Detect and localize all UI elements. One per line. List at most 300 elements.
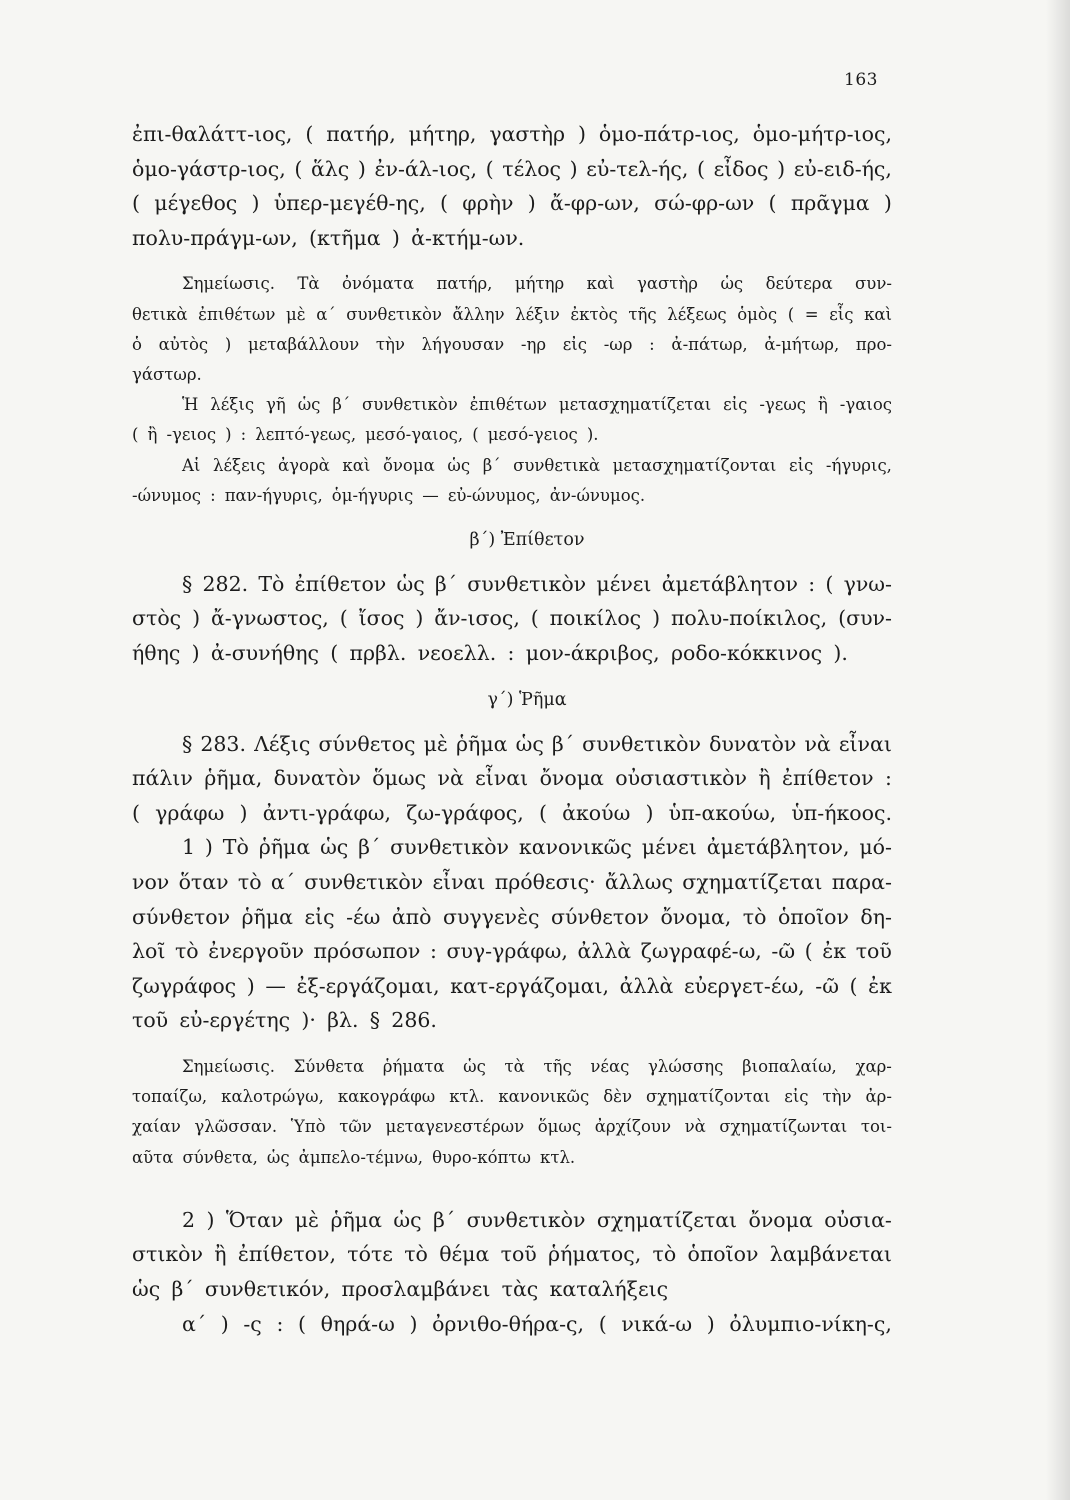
word: σύνθετον	[550, 904, 649, 929]
word: λήγουσαν	[421, 334, 505, 354]
word: τῆς	[543, 1057, 572, 1076]
word: )	[577, 122, 586, 146]
word: )	[652, 606, 661, 631]
word: ὅταν	[178, 870, 229, 895]
word: γνω-	[843, 571, 892, 596]
word: τῶν	[339, 1117, 372, 1137]
word: ἀγορὰ	[278, 455, 330, 475]
word: τοῦ	[855, 939, 892, 964]
word: εἰς	[789, 455, 814, 475]
word: (	[294, 156, 303, 181]
word: ἢ	[758, 766, 771, 791]
word: Λέξις	[254, 731, 311, 756]
word: μένει	[596, 571, 652, 596]
word: ἀλλὰ	[619, 973, 674, 998]
text-line	[132, 905, 892, 940]
text-line	[132, 335, 892, 365]
word: (	[330, 641, 339, 666]
word: 2	[182, 1207, 196, 1232]
word: ).	[586, 425, 599, 445]
word: Τὸ	[258, 571, 285, 596]
word: Σημείωσις.	[182, 1057, 275, 1076]
word: ἀλλὰ	[577, 939, 632, 964]
word: (	[849, 973, 858, 998]
word: γλῶσσαν.	[194, 1117, 278, 1137]
word: τὰς	[501, 1276, 539, 1301]
word: φρὴν	[462, 191, 514, 216]
word: εὐ-εργέτης	[179, 1008, 291, 1033]
word: 283.	[200, 731, 246, 756]
text-line	[132, 1312, 892, 1347]
word: -γεως	[759, 395, 807, 415]
word: ὁμο-μήτρ-ιος,	[752, 122, 892, 146]
text-line	[132, 974, 892, 1009]
word: α΄	[316, 304, 336, 324]
word: εἰς	[562, 334, 588, 354]
word: )·	[301, 1008, 316, 1033]
word: τοῦ	[500, 1242, 537, 1267]
word: σχηματίζεται	[682, 870, 823, 895]
word: συνθετικὸν	[582, 731, 701, 756]
word: κανονικῶς	[498, 1087, 590, 1107]
word: -ωρ	[603, 334, 633, 354]
word: -γειος	[166, 425, 217, 445]
word: δὲν	[603, 1087, 633, 1107]
word: εὐ-ειδ-ής,	[793, 156, 892, 181]
word: μὲ	[294, 1207, 320, 1232]
word: τότε	[347, 1242, 393, 1267]
word: ἀν-ώνυμος.	[549, 485, 646, 505]
word: ἄλλως	[604, 870, 673, 895]
word: Ὑπὸ	[290, 1117, 326, 1137]
word: ὑπ-ήκοος.	[791, 800, 892, 825]
word: κτλ.	[449, 1087, 485, 1107]
word: καὶ	[586, 274, 615, 294]
word: εἶδος	[713, 156, 769, 181]
word: μὲ	[286, 304, 306, 324]
word: χαρ-	[855, 1057, 892, 1076]
word: (	[598, 1311, 607, 1336]
section-heading: γ΄) Ῥῆμα	[487, 689, 567, 710]
word: (	[538, 800, 547, 825]
word: ὀλυμπιο-νίκη-ς,	[729, 1311, 892, 1336]
text-line	[132, 1208, 892, 1243]
word: τέλος	[502, 156, 562, 181]
text-line	[132, 939, 892, 974]
word: -γαιος	[839, 395, 892, 415]
word: ῥήματα	[382, 1057, 445, 1076]
word: ὀνόματα	[342, 274, 415, 294]
word: πατήρ,	[436, 274, 493, 294]
word: εἰς	[784, 1087, 809, 1107]
word: τὸ	[652, 1242, 677, 1267]
word: θετικὰ	[132, 304, 188, 324]
word: κανονικῶς	[518, 835, 632, 860]
text-line	[132, 226, 892, 261]
word: ἀμετάβλητον,	[706, 835, 850, 860]
word: ἄν-ισος,	[434, 606, 520, 631]
word: (κτῆμα	[309, 225, 381, 250]
word: κτλ.	[540, 1147, 576, 1167]
word: (	[440, 191, 449, 216]
word: 1	[182, 835, 196, 860]
word: ἀ-κτήμ-ων.	[411, 225, 525, 250]
text-line	[132, 572, 892, 607]
word: πρόσωπον	[313, 939, 421, 964]
word: δυνατὸν	[273, 766, 361, 791]
text-line	[132, 305, 892, 335]
word: μετασχηματίζονται	[612, 455, 777, 475]
word: καλοτρώγω,	[221, 1087, 324, 1107]
word: :	[276, 1311, 284, 1336]
word: ἐνεργοῦν	[208, 939, 304, 964]
word: 282.	[202, 571, 249, 596]
word: εὐεργετ-έω,	[683, 973, 805, 998]
word: ὁποῖον	[687, 1242, 759, 1267]
word: μέγεθος	[154, 191, 238, 216]
word: λαμβάνεται	[769, 1242, 892, 1267]
text-line	[132, 425, 892, 455]
word: συνθετικὸν	[304, 870, 424, 895]
text-line	[132, 1057, 892, 1087]
word: σχηματίζονται	[646, 1087, 771, 1107]
word: -ηρ	[520, 334, 547, 354]
word: )	[569, 156, 578, 181]
word: ῥῆμα,	[204, 766, 263, 791]
word: οὐσια-	[824, 1207, 892, 1232]
text-line	[132, 766, 892, 801]
word: —	[265, 973, 286, 998]
word: ὅμως	[372, 766, 427, 791]
word: ).	[833, 641, 848, 666]
word: μήτηρ,	[408, 122, 477, 146]
word: Αἱ	[182, 455, 201, 475]
word: )	[409, 1311, 418, 1336]
word: :	[649, 334, 655, 354]
word: ἀ-πάτωρ,	[671, 334, 748, 354]
word: )	[206, 1207, 215, 1232]
text-line	[132, 274, 892, 304]
word: ἐπιθέτων	[469, 395, 547, 415]
text-line	[132, 1242, 892, 1277]
section-heading: β΄) Ἐπίθετον	[469, 529, 585, 550]
word: ἀκούω	[562, 800, 631, 825]
word: ἢ	[147, 425, 158, 445]
word: συνθετικὸν	[346, 304, 442, 324]
spacer	[132, 260, 892, 274]
word: )	[883, 191, 892, 216]
word: ὡς	[720, 274, 744, 294]
word: πρᾶγμα	[790, 191, 870, 216]
word: σύνθετος	[318, 731, 416, 756]
word: αῦτα	[132, 1147, 174, 1167]
word: -ήγυρις,	[825, 455, 892, 475]
word: εὐ-ώνυμος,	[447, 485, 541, 505]
word: τὸ	[742, 904, 767, 929]
text-line	[132, 1008, 892, 1043]
word: λέξεις	[213, 455, 266, 475]
word: ὡς	[515, 731, 544, 756]
word: ροδο-κόκκινος	[670, 641, 823, 666]
word: ἐξ-εργάζομαι,	[296, 973, 440, 998]
word: ὁμο-γάστρ-ιος,	[132, 156, 286, 181]
word: νὰ	[804, 731, 831, 756]
word: )	[224, 334, 232, 354]
word: ὁποῖον	[777, 904, 849, 929]
word: ὄνομα	[382, 455, 435, 475]
word: γαστὴρ	[637, 274, 698, 294]
text-line	[132, 732, 892, 767]
word: ὡς	[447, 455, 471, 475]
word: )	[357, 156, 366, 181]
word: ἢ	[817, 395, 828, 415]
word: τῆς	[628, 304, 657, 324]
word: Ὅταν	[225, 1207, 284, 1232]
word: παρα-	[831, 870, 892, 895]
word: λέξιν	[515, 304, 560, 324]
word: Σημείωσις.	[182, 274, 275, 294]
word: )	[239, 800, 248, 825]
word: α΄	[270, 870, 295, 895]
word: θέμα	[439, 1242, 490, 1267]
word: )	[251, 191, 260, 216]
word: λέξεως	[667, 304, 727, 324]
word: Τὰ	[297, 274, 320, 294]
word: ἀμπελο-τέμνω,	[298, 1147, 424, 1167]
word: ἄ-γνωστος,	[210, 606, 329, 631]
page-body	[132, 122, 892, 1346]
word: προσλαμβάνει	[341, 1276, 491, 1301]
word: ἢ	[214, 1242, 227, 1267]
word: ἐπίθετον	[781, 766, 874, 791]
word: εἶναι	[475, 766, 529, 791]
word: τὸ	[404, 1242, 428, 1267]
word: α΄	[182, 1311, 207, 1336]
word: ποικίλος	[549, 606, 642, 631]
word: )	[527, 191, 536, 216]
word: σύνθετα,	[182, 1147, 258, 1167]
text-line	[132, 456, 892, 486]
word: :	[808, 571, 816, 596]
word: εἶναι	[838, 731, 892, 756]
word: θηρά-ω	[320, 1311, 395, 1336]
word: ὅμως	[537, 1117, 582, 1137]
word: ἀ-μήτωρ,	[764, 334, 840, 354]
word: ῥῆμα	[258, 835, 311, 860]
word: ἀμετάβλητον	[661, 571, 798, 596]
word: τὰ	[504, 1057, 525, 1076]
word: ὡς	[132, 1276, 161, 1301]
word: ὡς	[396, 571, 425, 596]
word: γῆ	[266, 395, 286, 415]
word: )	[645, 800, 654, 825]
word: β΄	[171, 1276, 194, 1301]
word: μεταγενεστέρων	[385, 1117, 525, 1137]
word: μένει	[641, 835, 697, 860]
word: συνθετικὸν	[362, 395, 458, 415]
word: Ἡ	[182, 395, 199, 415]
word: ὑπερ-μεγέθ-ης,	[273, 191, 426, 216]
text-line	[132, 1087, 892, 1117]
word: ἐκτὸς	[570, 304, 618, 324]
text-line	[132, 122, 892, 157]
word: εἷς	[829, 304, 854, 324]
word: δεύτερα	[765, 274, 833, 294]
word: νον	[132, 870, 170, 895]
word: νέας	[590, 1057, 630, 1076]
word: ἐπίθετον,	[237, 1242, 336, 1267]
word: μὲ	[423, 731, 448, 756]
word: ῥῆμα	[456, 731, 508, 756]
word: ἐπι-θαλάττ-ιος,	[132, 122, 293, 146]
spacer	[132, 1043, 892, 1057]
word: )	[192, 606, 201, 631]
word: (	[132, 800, 140, 825]
word: γάστωρ.	[132, 364, 202, 384]
word: γράφω	[155, 800, 225, 825]
word: ὁμ-ήγυρις	[331, 485, 414, 505]
word: χαίαν	[132, 1117, 181, 1137]
word: =	[804, 304, 819, 324]
word: (	[472, 425, 479, 445]
word: συν-	[855, 274, 892, 294]
text-line	[132, 1148, 892, 1178]
word: ῥῆμα	[241, 904, 294, 929]
word: δη-	[860, 904, 892, 929]
word: ἀρχίζουν	[594, 1117, 671, 1137]
text-line	[132, 801, 892, 836]
word: ἀπὸ	[391, 904, 432, 929]
word: νὰ	[684, 1117, 706, 1137]
word: )	[204, 835, 213, 860]
word: εἰς	[304, 904, 335, 929]
word: )	[391, 225, 400, 250]
word: ὄνομα	[748, 1207, 813, 1232]
word: β΄	[551, 731, 575, 756]
word: οὐσιαστικὸν	[615, 766, 747, 791]
word: ὡς	[266, 1147, 290, 1167]
word: ἅλς	[310, 156, 350, 181]
word: )	[706, 1311, 715, 1336]
word: συγγενὲς	[442, 904, 540, 929]
word: β΄	[433, 1207, 456, 1232]
word: ἐπιθέτων	[198, 304, 276, 324]
word: (	[768, 191, 777, 216]
word: λοῖ	[132, 939, 166, 964]
word: ζω-γράφος,	[406, 800, 524, 825]
word: §	[182, 571, 193, 596]
word: καταλήξεις	[549, 1276, 669, 1301]
word: Σύνθετα	[293, 1057, 365, 1076]
word: βιοπαλαίω,	[742, 1057, 837, 1076]
word: πολυ-πράγμ-ων,	[132, 225, 298, 250]
word: (	[132, 425, 139, 445]
word: )	[246, 973, 255, 998]
word: συνθετικόν,	[204, 1276, 331, 1301]
word: ἴσος	[358, 606, 405, 631]
word: προ-	[855, 334, 892, 354]
word: ἐκ	[822, 939, 847, 964]
spacer	[132, 1178, 892, 1208]
word: :	[240, 425, 247, 445]
word: ῥήματος,	[548, 1242, 642, 1267]
word: ἀ-συνήθης	[210, 641, 319, 666]
word: )	[777, 156, 786, 181]
word: κακογράφω	[337, 1087, 436, 1107]
word: σχηματίζεται	[596, 1207, 738, 1232]
word: πάλιν	[132, 766, 193, 791]
word: (	[485, 156, 494, 181]
text-line	[132, 835, 892, 870]
word: :	[507, 641, 515, 666]
word: τοῦ	[132, 1008, 169, 1033]
word: )	[415, 606, 424, 631]
word: μεταβάλλουν	[247, 334, 360, 354]
word: ῥῆμα	[330, 1207, 382, 1232]
word: ὑπ-ακούω,	[668, 800, 777, 825]
word: -ῶ	[815, 973, 839, 998]
word: §	[182, 731, 193, 756]
word: Τὸ	[222, 835, 249, 860]
word: αὐτὸς	[158, 334, 209, 354]
word: ὡς	[297, 395, 321, 415]
word: σύνθετον	[132, 904, 231, 929]
word: σχηματίζωνται	[719, 1117, 848, 1137]
word: (	[825, 571, 834, 596]
word: (	[530, 606, 539, 631]
word: ὡς	[320, 835, 349, 860]
text-line	[132, 1117, 892, 1147]
word: (	[787, 304, 795, 324]
word: ὄνομα,	[660, 904, 732, 929]
word: β΄	[482, 455, 501, 475]
word: §	[369, 1008, 381, 1033]
word: ζωγράφος	[132, 973, 237, 998]
text-line	[132, 191, 892, 226]
word: ὀρνιθο-θήρα-ς,	[432, 1311, 585, 1336]
word: εἶναι	[432, 870, 486, 895]
word: ἐπίθετον	[294, 571, 387, 596]
word: πρβλ.	[349, 641, 407, 666]
word: β΄	[434, 571, 458, 596]
word: συγ-γράφω,	[446, 939, 568, 964]
word: (	[804, 939, 813, 964]
word: τὸ	[237, 870, 262, 895]
word: -ς	[243, 1311, 262, 1336]
word: καὶ	[342, 455, 371, 475]
word: συνθετικὸν	[390, 835, 510, 860]
word: μεσό-γειος	[487, 425, 578, 445]
word: ἀντι-γράφω,	[262, 800, 392, 825]
text-line	[132, 606, 892, 641]
word: ὁμο-πάτρ-ιος,	[598, 122, 740, 146]
word: -ώνυμος	[132, 485, 201, 505]
word: ἄ-φρ-ων,	[550, 191, 640, 216]
word: λέξις	[210, 395, 255, 415]
word: τὸ	[174, 939, 199, 964]
word: τοπαίζω,	[132, 1087, 208, 1107]
word: συνθετικὰ	[513, 455, 600, 475]
word: (	[132, 191, 140, 216]
word: τὴν	[822, 1087, 852, 1107]
text-line	[132, 1277, 892, 1312]
text-line	[132, 486, 892, 516]
word: πρόθεσις·	[494, 870, 596, 895]
page-number: 163	[844, 70, 878, 90]
word: πατήρ,	[326, 122, 396, 146]
word: —	[422, 485, 439, 505]
word: μεσό-γαιος,	[365, 425, 464, 445]
